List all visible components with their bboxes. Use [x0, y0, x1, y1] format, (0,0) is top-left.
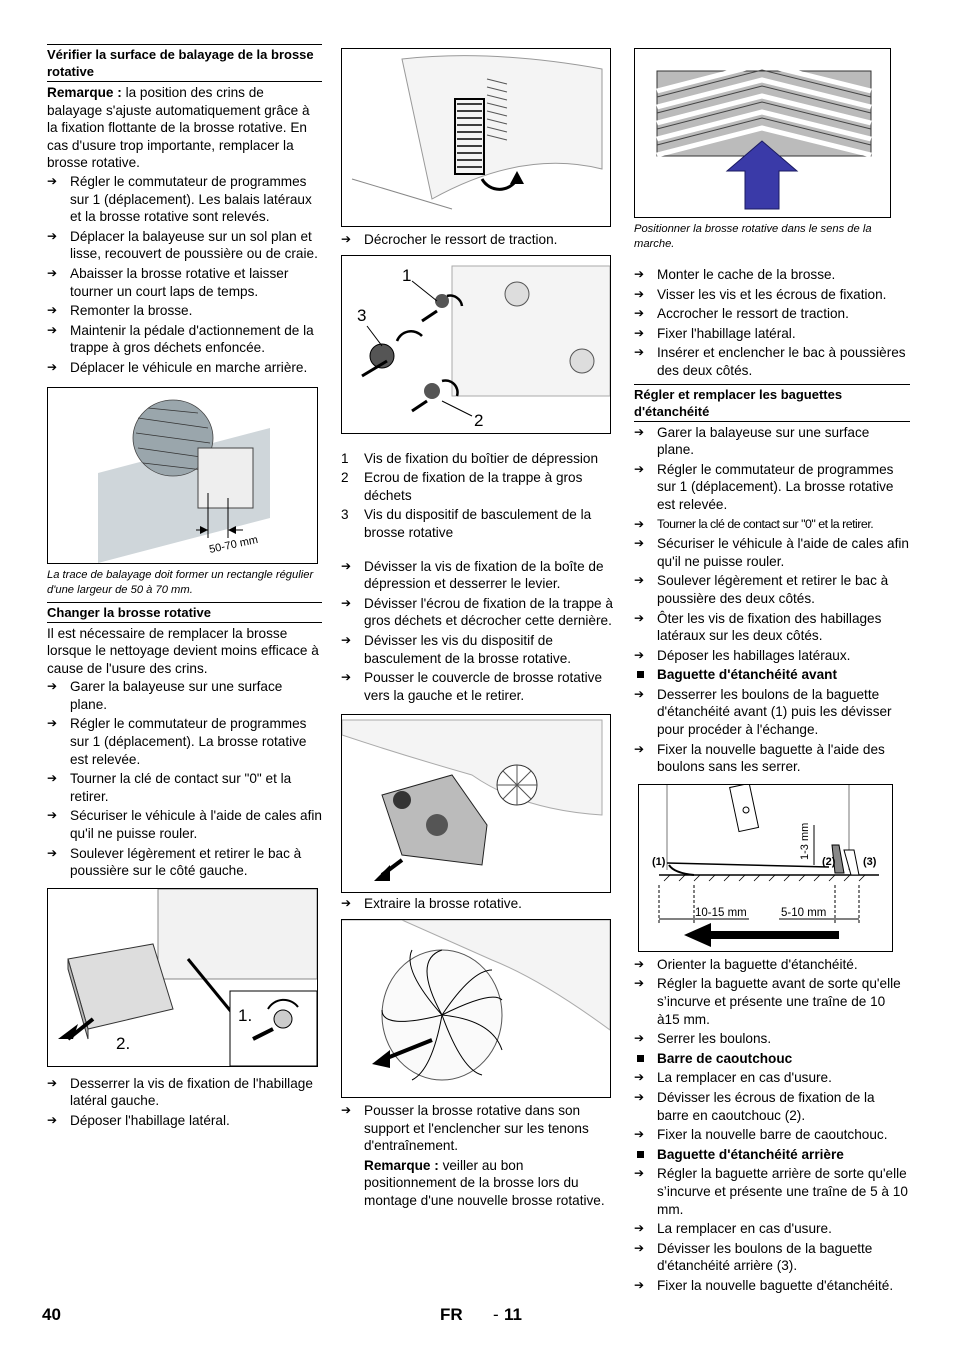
fig-step-label-1: 1. [238, 1005, 253, 1025]
steps-seals-adjust [634, 956, 910, 1295]
intro-paragraph: Il est nécessaire de remplacer la brosse lorsque le nettoyage devient moins efficace à cause de l'usure des crins. [47, 625, 319, 676]
fig-label-1: 1 [402, 265, 412, 285]
list-item: ➔ Régler la baguette arrière de sorte qu'elle s’incurve et présente une traîne de 5 à 10 mm. [634, 1165, 910, 1218]
list-item: ➔ Desserrer les boulons de la baguette d'étanchéité avant (1) puis les dévisser pour procéder à l'échange. [634, 686, 910, 739]
figure-brush-direction [634, 48, 891, 218]
list-item: ➔ Tourner la clé de contact sur "0" et la retirer. [47, 770, 322, 805]
list-item: ➔ Orienter la baguette d'étanchéité. [634, 956, 910, 974]
local-page-number: 11 [504, 1305, 522, 1324]
fig-gap-label: 1-3 mm [799, 822, 811, 860]
list-item: ➔ Décrocher le ressort de traction. [341, 231, 613, 249]
list-item: ➔ Abaisser la brosse rotative et laisser tourner un court laps de temps. [47, 265, 322, 300]
list-item: ➔ Dévisser les vis du dispositif de basculement de la brosse rotative. [341, 632, 613, 667]
steps-extract [341, 895, 613, 913]
list-item: ➔ Régler le commutateur de programmes sur 1 (déplacement). La brosse rotative est relevée. [634, 461, 910, 514]
list-item: ➔ Déplacer le véhicule en marche arrière. [47, 359, 322, 377]
fig-label-2: (2) [822, 855, 836, 868]
steps-install [341, 1102, 613, 1210]
subheading-front-seal: Baguette d'étanchéité avant [634, 666, 910, 684]
list-item: ➔ Fixer l'habillage latéral. [634, 325, 910, 343]
list-item: ➔ La remplacer en cas d'usure. [634, 1069, 910, 1087]
list-item: ➔ Garer la balayeuse sur une surface plane. [634, 424, 910, 459]
steps-check-brush [47, 173, 322, 377]
figure-brush-extract [341, 919, 611, 1098]
list-item: ➔ Sécuriser le véhicule à l'aide de cales afin qu'il ne puisse rouler. [634, 535, 910, 570]
section-title-change-brush: Changer la brosse rotative [47, 602, 322, 623]
steps-disassemble [341, 558, 613, 705]
list-item: ➔ Dévisser la vis de fixation de la boîte de dépression et desserrer le levier. [341, 558, 613, 593]
section-title-check-brush: Vérifier la surface de balayage de la brosse rotative [47, 44, 322, 82]
list-item: ➔ Garer la balayeuse sur une surface plane. [47, 678, 322, 713]
legend-text: Ecrou de fixation de la trappe à gros déchets [364, 470, 583, 503]
legend-number: 1 [341, 450, 349, 466]
list-item: ➔ Tourner la clé de contact sur "0" et la retirer. [634, 516, 910, 534]
list-item: ➔ Dévisser les écrous de fixation de la barre en caoutchouc (2). [634, 1089, 910, 1124]
remark-paragraph [47, 84, 322, 172]
column-left [47, 44, 322, 1132]
list-item: ➔ Visser les vis et les écrous de fixation. [634, 286, 910, 304]
list-item: ➔ Ôter les vis de fixation des habillages latéraux sur les deux côtés. [634, 610, 910, 645]
legend-number: 2 [341, 470, 349, 486]
list-item: ➔ Régler le commutateur de programmes sur 1 (déplacement). La brosse rotative est relevée. [47, 715, 322, 768]
list-item: ➔ Déposer les habillages latéraux. [634, 647, 910, 665]
list-item: ➔ Serrer les boulons. [634, 1030, 910, 1048]
legend-item [341, 450, 613, 468]
fig-rear-trail-label: 5-10 mm [781, 906, 827, 919]
list-item: ➔ Déposer l'habillage latéral. [47, 1112, 322, 1130]
section-title-seals: Régler et remplacer les baguettes d'étanchéité [634, 384, 910, 422]
list-item: ➔ Pousser le couvercle de brosse rotative vers la gauche et le retirer. [341, 669, 613, 704]
page-number: 40 [42, 1305, 61, 1324]
remark-label: Remarque : [47, 85, 122, 100]
column-middle [341, 48, 613, 1211]
figure-side-panel [47, 888, 318, 1067]
figure-screws [341, 255, 611, 434]
list-item: ➔ Fixer la nouvelle barre de caoutchouc. [634, 1126, 910, 1144]
list-item: ➔ Pousser la brosse rotative dans son support et l'enclencher sur les tenons d'entraînement. [341, 1102, 613, 1155]
list-item: ➔ Accrocher le ressort de traction. [634, 305, 910, 323]
footer-separator: - [493, 1305, 499, 1324]
remark-text: la position des crins de balayage s'ajuste automatiquement grâce à la fixation flottante de la brosse rotative. En cas d'usure trop importante, remplacer la brosse rotative. [47, 85, 310, 171]
list-item: ➔ Fixer la nouvelle baguette à l'aide des boulons sans les serrer. [634, 741, 910, 776]
steps-spring [341, 231, 613, 249]
list-item: ➔ Remonter la brosse. [47, 302, 322, 320]
subheading-rear-seal: Baguette d'étanchéité arrière [634, 1146, 910, 1164]
figure-sweep-trace [47, 387, 318, 564]
list-item: ➔ Maintenir la pédale d'actionnement de la trappe à gros déchets enfoncée. [47, 322, 322, 357]
remark-label: Remarque : [364, 1157, 439, 1173]
figure-seal-adjustment [638, 784, 893, 952]
steps-reassemble [634, 266, 910, 380]
list-item: ➔ Dévisser les boulons de la baguette d'étanchéité arrière (3). [634, 1240, 910, 1275]
subheading-rubber-bar: Barre de caoutchouc [634, 1050, 910, 1068]
remark-paragraph [341, 1157, 613, 1210]
list-item: ➔ Monter le cache de la brosse. [634, 266, 910, 284]
fig-front-trail-label: 10-15 mm [695, 906, 747, 919]
legend-text: Vis du dispositif de basculement de la brosse rotative [364, 507, 592, 540]
list-item: ➔ La remplacer en cas d'usure. [634, 1220, 910, 1238]
list-item: ➔ Sécuriser le véhicule à l'aide de cales afin qu'il ne puisse rouler. [47, 807, 322, 842]
fig-dimension-label: 50-70 mm [208, 533, 260, 556]
list-item: ➔ Déplacer la balayeuse sur un sol plan et lisse, recouvert de poussière ou de craie. [47, 228, 322, 263]
list-item: ➔ Régler le commutateur de programmes sur 1 (déplacement). Les balais latéraux et la brosse rotative sont relevés. [47, 173, 322, 226]
legend-item [341, 469, 613, 504]
list-item: ➔ Soulever légèrement et retirer le bac à poussière des deux côtés. [634, 572, 910, 607]
list-item: ➔ Desserrer la vis de fixation de l'habillage latéral gauche. [47, 1075, 322, 1110]
fig-label-3: 3 [357, 305, 367, 325]
steps-seals-prep [634, 424, 910, 776]
fig-label-2: 2 [474, 410, 484, 430]
figure-brush-cover [341, 714, 611, 893]
column-right [634, 48, 910, 1297]
list-item: ➔ Fixer la nouvelle baguette d'étanchéité. [634, 1277, 910, 1295]
legend-text: Vis de fixation du boîtier de dépression [364, 450, 599, 466]
fig-label-3: (3) [863, 855, 877, 868]
language-code: FR [440, 1305, 463, 1324]
steps-change-brush [47, 678, 322, 880]
list-item: ➔ Régler la baguette avant de sorte qu'elle s’incurve et présente une traîne de 10 à15 mm. [634, 975, 910, 1028]
list-item: ➔ Insérer et enclencher le bac à poussières des deux côtés. [634, 344, 910, 379]
legend-item [341, 506, 613, 541]
fig-label-1: (1) [652, 855, 666, 868]
list-item: ➔ Extraire la brosse rotative. [341, 895, 613, 913]
steps-side-panel [47, 1075, 322, 1130]
fig-step-label-2: 2. [116, 1033, 131, 1053]
figure-legend [341, 450, 613, 542]
list-item: ➔ Soulever légèrement et retirer le bac à poussière sur le côté gauche. [47, 845, 322, 880]
figure-caption: Positionner la brosse rotative dans le sens de la marche. [634, 223, 872, 250]
legend-number: 3 [341, 507, 349, 523]
figure-caption: La trace de balayage doit former un rectangle régulier d'une largeur de 50 à 70 mm. [47, 568, 314, 596]
remark-text: veiller au bon positionnement de la brosse lors du montage d'une nouvelle brosse rotative. [364, 1157, 605, 1208]
list-item: ➔ Dévisser l'écrou de fixation de la trappe à gros déchets et décrocher cette dernière. [341, 595, 613, 630]
figure-spring [341, 48, 611, 227]
